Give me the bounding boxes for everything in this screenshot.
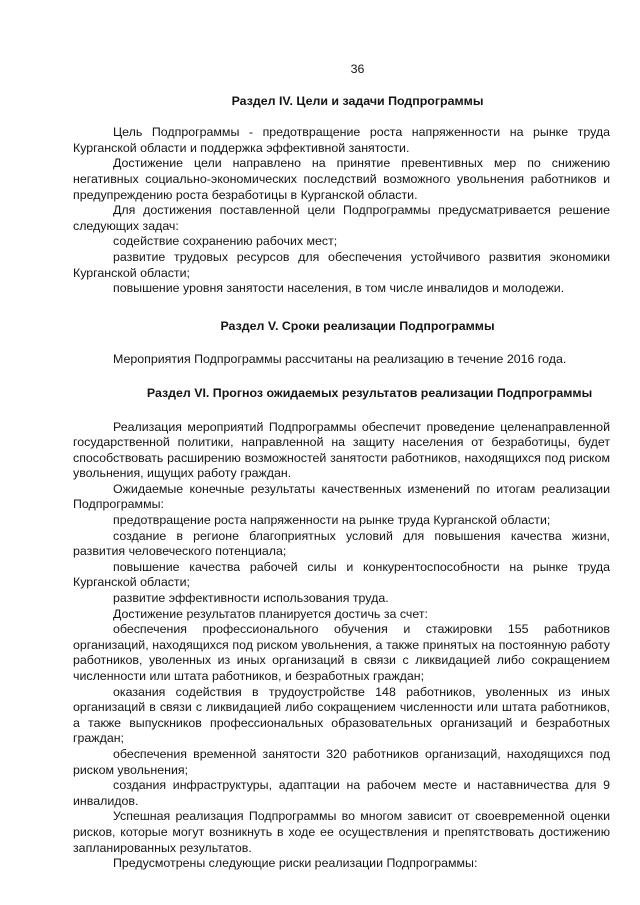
- paragraph: содействие сохранению рабочих мест;: [113, 234, 338, 249]
- section-6-title: Раздел VI. Прогноз ожидаемых результатов реализации Подпрограммы: [146, 385, 593, 400]
- section-5-title: Раздел V. Сроки реализации Подпрограммы: [220, 318, 495, 333]
- paragraph: повышение уровня занятости населения, в том числе инвалидов и молодежи.: [113, 281, 565, 296]
- paragraph: повышение качества рабочей силы и конкурентоспособности на рынке труда Курганской области;: [73, 559, 610, 590]
- document-page: [73, 62, 610, 872]
- section-4-body: [73, 125, 610, 297]
- paragraph: Для достижения поставленной цели Подпрограммы предусматривается решение следующих задач:: [73, 203, 610, 233]
- paragraph: предотвращение роста напряженности на рынке труда Курганской области;: [113, 513, 551, 528]
- paragraph: Мероприятия Подпрограммы рассчитаны на реализацию в течение 2016 года.: [113, 352, 567, 367]
- paragraph: Реализация мероприятий Подпрограммы обеспечит проведение целенаправленной государственной политики, направленной на защиту населения от безработицы, будет способствовать расширению возможностей занятости работников, находящихся под риском увольнения, ищущих работу граждан.: [73, 419, 610, 481]
- page-number: 36: [350, 62, 365, 76]
- paragraph: обеспечения профессионального обучения и стажировки 155 работников организаций, находящихся под риском увольнения, а также принятых на постоянную работу работников, уволенных из иных организаций в связи с ликвидацией либо сокращением численности или штата работников, и безработных граждан;: [73, 622, 610, 683]
- paragraph: оказания содействия в трудоустройстве 148 работников, уволенных из иных организаций в связи с ликвидацией либо сокращением численности или штата работников, а также выпускников профессиональных образовательных организаций и безработных граждан;: [73, 684, 610, 746]
- paragraph: обеспечения временной занятости 320 работников организаций, находящихся под риском увольнения;: [73, 746, 610, 777]
- paragraph: Достижение результатов планируется достичь за счет:: [113, 606, 428, 621]
- paragraph: Успешная реализация Подпрограммы во многом зависит от своевременной оценки рисков, которые могут возникнуть в ходе ее осуществления и препятствовать достижению запланированных результатов.: [73, 809, 610, 855]
- paragraph: Предусмотрены следующие риски реализации Подпрограммы:: [113, 856, 478, 871]
- section-4-title: Раздел IV. Цели и задачи Подпрограммы: [231, 93, 484, 108]
- paragraph: Ожидаемые конечные результаты качественных изменений по итогам реализации Подпрограммы:: [73, 481, 610, 512]
- paragraph: Достижение цели направлено на принятие превентивных мер по снижению негативных социально-экономических последствий возможного увольнения работников и предупреждению роста безработицы в Курганской области.: [73, 156, 610, 202]
- section-5-body: [73, 352, 610, 368]
- paragraph: Цель Подпрограммы - предотвращение роста напряженности на рынке труда Курганской области и поддержка эффективной занятости.: [73, 125, 610, 155]
- section-6-body: [73, 420, 610, 872]
- paragraph: развитие трудовых ресурсов для обеспечения устойчивого развития экономики Курганской области;: [73, 249, 610, 280]
- paragraph: развитие эффективности использования труда.: [113, 591, 389, 606]
- paragraph: создания инфраструктуры, адаптации на рабочем месте и наставничества для 9 инвалидов.: [73, 778, 610, 808]
- paragraph: создание в регионе благоприятных условий для повышения качества жизни, развития человеческого потенциала;: [73, 528, 610, 559]
